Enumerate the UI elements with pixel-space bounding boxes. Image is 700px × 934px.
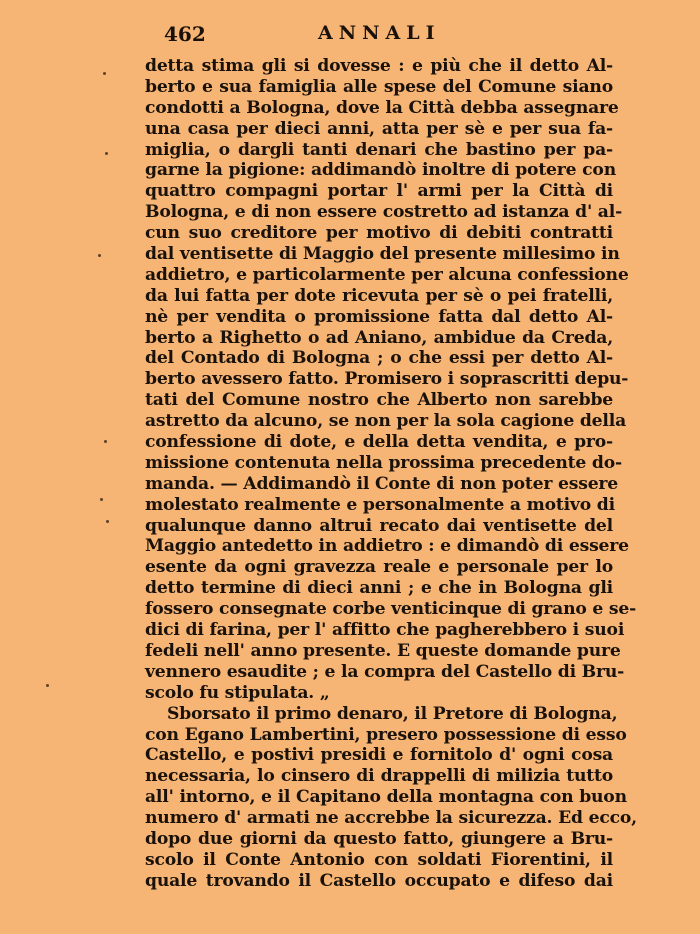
text-line: addietro, e particolarmente per alcuna confessione — [145, 264, 629, 285]
text-line: da lui fatta per dote ricevuta per sè o pei fratelli, — [145, 285, 613, 306]
text-line: tati del Comune nostro che Alberto non sarebbe — [145, 390, 613, 411]
text-line: esente da ogni gravezza reale e personale per lo — [145, 557, 613, 578]
margin-speck — [106, 520, 109, 523]
margin-speck — [104, 440, 107, 443]
page-number: 462 — [164, 22, 206, 46]
text-line: del Contado di Bologna ; o che essi per detto Al- — [145, 348, 613, 369]
margin-speck — [98, 254, 101, 257]
text-line: confessione di dote, e della detta vendita, e pro- — [145, 432, 613, 453]
text-line: condotti a Bologna, dove la Città debba assegnare — [145, 97, 619, 118]
text-line: garne la pigione: addimandò inoltre di potere con — [145, 160, 616, 181]
text-line: Castello, e postivi presidi e fornitolo d' ogni cosa — [145, 745, 613, 766]
text-line: detta stima gli si dovesse : e più che il detto Al- — [145, 56, 613, 76]
text-line: scolo il Conte Antonio con soldati Fiorentini, il — [145, 849, 613, 870]
text-line: nè per vendita o promissione fatta dal detto Al- — [145, 306, 613, 327]
text-line: molestato realmente e personalmente a motivo di — [145, 494, 615, 515]
margin-speck — [105, 152, 108, 155]
margin-speck — [100, 498, 103, 501]
text-line: manda. — Addimandò il Conte di non poter essere — [145, 473, 619, 494]
text-line: detto termine di dieci anni ; e che in Bologna gli — [145, 578, 613, 599]
text-line: dal ventisette di Maggio del presente millesimo in — [145, 244, 620, 265]
body-text — [145, 56, 637, 892]
text-line: fedeli nell' anno presente. E queste domande pure — [145, 640, 621, 661]
text-line: scolo fu stipulata. „ — [145, 682, 330, 703]
text-line: berto e sua famiglia alle spese del Comune siano — [145, 76, 613, 97]
text-line: quale trovando il Castello occupato e difeso dai — [145, 870, 613, 891]
text-line: Sborsato il primo denaro, il Pretore di Bologna, — [167, 703, 618, 724]
margin-speck — [46, 684, 49, 687]
text-line: una casa per dieci anni, atta per sè e per sua fa- — [145, 118, 613, 139]
text-line: berto avessero fatto. Promisero i soprascritti depu- — [145, 369, 629, 390]
text-line: cun suo creditore per motivo di debiti contratti — [145, 223, 613, 244]
text-line: necessaria, lo cinsero di drappelli di milizia tutto — [145, 766, 613, 787]
text-line: vennero esaudite ; e la compra del Castello di Bru- — [145, 661, 625, 682]
text-line: dopo due giorni da questo fatto, giungere a Bru- — [145, 828, 613, 849]
page-header — [150, 22, 610, 50]
text-line: Bologna, e di non essere costretto ad istanza d' al- — [145, 202, 623, 223]
text-line: missione contenuta nella prossima precedente do- — [145, 452, 622, 473]
text-line: fossero consegnate corbe venticinque di grano e se- — [145, 599, 637, 620]
text-line: Maggio antedetto in addietro : e dimandò di essere — [145, 536, 629, 557]
text-line: miglia, o dargli tanti denari che bastino per pa- — [145, 139, 613, 160]
text-line: all' intorno, e il Capitano della montagna con buon — [145, 787, 627, 808]
running-head: ANNALI — [318, 22, 441, 44]
text-line: con Egano Lambertini, presero possessione di esso — [145, 724, 627, 745]
text-line: berto a Righetto o ad Aniano, ambidue da Creda, — [145, 327, 613, 348]
text-line: dici di farina, per l' affitto che pagherebbero i suoi — [145, 620, 625, 641]
margin-speck — [103, 72, 106, 75]
text-line: quattro compagni portar l' armi per la Città di — [145, 181, 613, 202]
text-line: qualunque danno altrui recato dai ventisette del — [145, 515, 613, 536]
text-line: astretto da alcuno, se non per la sola cagione della — [145, 411, 627, 432]
text-line: numero d' armati ne accrebbe la sicurezza. Ed ecco, — [145, 808, 637, 829]
